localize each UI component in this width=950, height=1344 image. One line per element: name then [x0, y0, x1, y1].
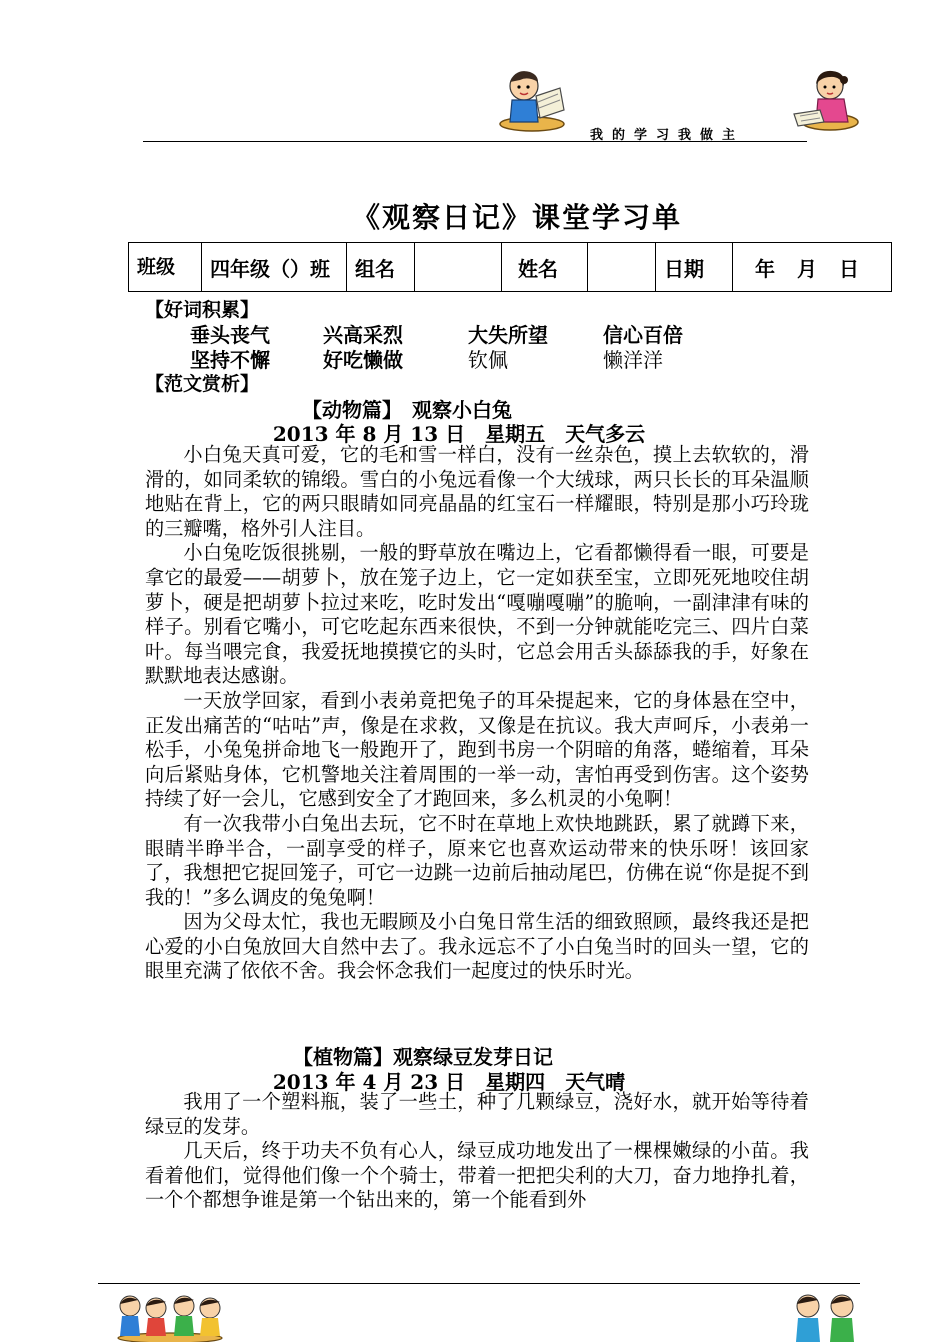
- vocab-word: 懒洋洋: [603, 348, 663, 372]
- header-motto: 我的学习我做主: [590, 128, 745, 143]
- animal-article-body: [145, 443, 809, 984]
- footer-divider: [98, 1283, 860, 1284]
- article-paragraph: 因为父母太忙，我也无暇顾及小白兔日常生活的细致照顾，最终我还是把心爱的小白兔放回大自然中去了。我永远忘不了小白兔当时的回头一望，它的眼里充满了依依不舍。我会怀念我们一起度过的快乐时光。: [145, 910, 809, 983]
- vocab-word: 好吃懒做: [323, 348, 403, 372]
- group-field[interactable]: [415, 243, 502, 292]
- date-label: 日期: [656, 243, 733, 292]
- article-paragraph: 我用了一个塑料瓶，装了一些土，种了几颗绿豆，浇好水，就开始等待着绿豆的发芽。: [145, 1090, 809, 1138]
- animal-article-date: 2013 年 8 月 13 日 星期五 天气多云: [272, 422, 646, 446]
- class-field[interactable]: 四年级（）班: [202, 243, 347, 292]
- article-paragraph: 小白兔天真可爱，它的毛和雪一样白，没有一丝杂色，摸上去软软的，滑滑的，如同柔软的锦缎。雪白的小兔远看像一个大绒球，两只长长的耳朵温顺地贴在背上，它的两只眼睛如同亮晶晶的红宝石一样耀眼，特别是那小巧玲珑的三瓣嘴，格外引人注目。: [145, 443, 809, 540]
- kids-pair-illustration: [790, 1292, 862, 1342]
- name-field[interactable]: [588, 243, 656, 292]
- model-text-heading: 【范文赏析】: [145, 373, 260, 395]
- student-info-table: [128, 242, 892, 292]
- article-paragraph: 小白兔吃饭很挑剔，一般的野草放在嘴边上，它看都懒得看一眼，可要是拿它的最爱——胡萝卜，放在笼子边上，它一定如获至宝，立即死死地咬住胡萝卜，硬是把胡萝卜拉过来吃，吃时发出“嘎嘣嘎嘣”的脆响，一副津津有味的样子。别看它嘴小，可它吃起东西来很快，不到一分钟就能吃完三、四片白菜叶。每当喂完食，我爱抚地摸摸它的头时，它总会用舌头舔舔我的手，好象在默默地表达感谢。: [145, 541, 809, 688]
- plant-article-body: [145, 1090, 809, 1213]
- vocab-word: 信心百倍: [603, 323, 683, 347]
- date-field[interactable]: 年 月 日: [733, 243, 892, 292]
- reading-girl-illustration: [790, 66, 860, 132]
- vocab-word: 大失所望: [468, 323, 548, 347]
- plant-article-date: 2013 年 4 月 23 日 星期四 天气晴: [272, 1070, 626, 1094]
- class-label: 班级: [129, 243, 202, 292]
- animal-article-title: 【动物篇】 观察小白兔: [302, 398, 512, 422]
- kids-group-illustration: [116, 1292, 224, 1342]
- article-paragraph: 几天后，终于功夫不负有心人，绿豆成功地发出了一棵棵嫩绿的小苗。我看着他们，觉得他们像一个个骑士，带着一把把尖利的大刀，奋力地挣扎着，一个个都想争谁是第一个钻出来的，第一个能看到外: [145, 1139, 809, 1212]
- vocab-word: 坚持不懈: [190, 348, 270, 372]
- vocab-heading: 【好词积累】: [145, 299, 260, 321]
- group-label: 组名: [347, 243, 415, 292]
- article-paragraph: 有一次我带小白兔出去玩，它不时在草地上欢快地跳跃，累了就蹲下来，眼睛半睁半合，一副享受的样子，原来它也喜欢运动带来的快乐呀！该回家了，我想把它捉回笼子，可它一边跳一边前后抽动尾巴，仿佛在说“你是捉不到我的！”多么调皮的兔兔啊！: [145, 811, 809, 909]
- page-title: 《观察日记》课堂学习单: [351, 201, 682, 234]
- article-paragraph: 一天放学回家，看到小表弟竟把兔子的耳朵提起来，它的身体悬在空中，正发出痛苦的“咕咕”声，像是在求救，又像是在抗议。我大声呵斥，小表弟一松手，小兔兔拼命地飞一般跑开了，跑到书房一个阴暗的角落，蜷缩着，耳朵向后紧贴身体，它机警地关注着周围的一举一动，害怕再受到伤害。这个姿势持续了好一会儿，它感到安全了才跑回来，多么机灵的小兔啊！: [145, 688, 809, 811]
- vocab-word: 垂头丧气: [190, 323, 270, 347]
- vocab-word: 钦佩: [468, 348, 508, 372]
- vocab-word: 兴高采烈: [323, 323, 403, 347]
- plant-article-title: 【植物篇】观察绿豆发芽日记: [293, 1045, 553, 1069]
- header-divider: [143, 141, 807, 142]
- name-label: 姓名: [502, 243, 588, 292]
- reading-boy-illustration: [498, 66, 570, 132]
